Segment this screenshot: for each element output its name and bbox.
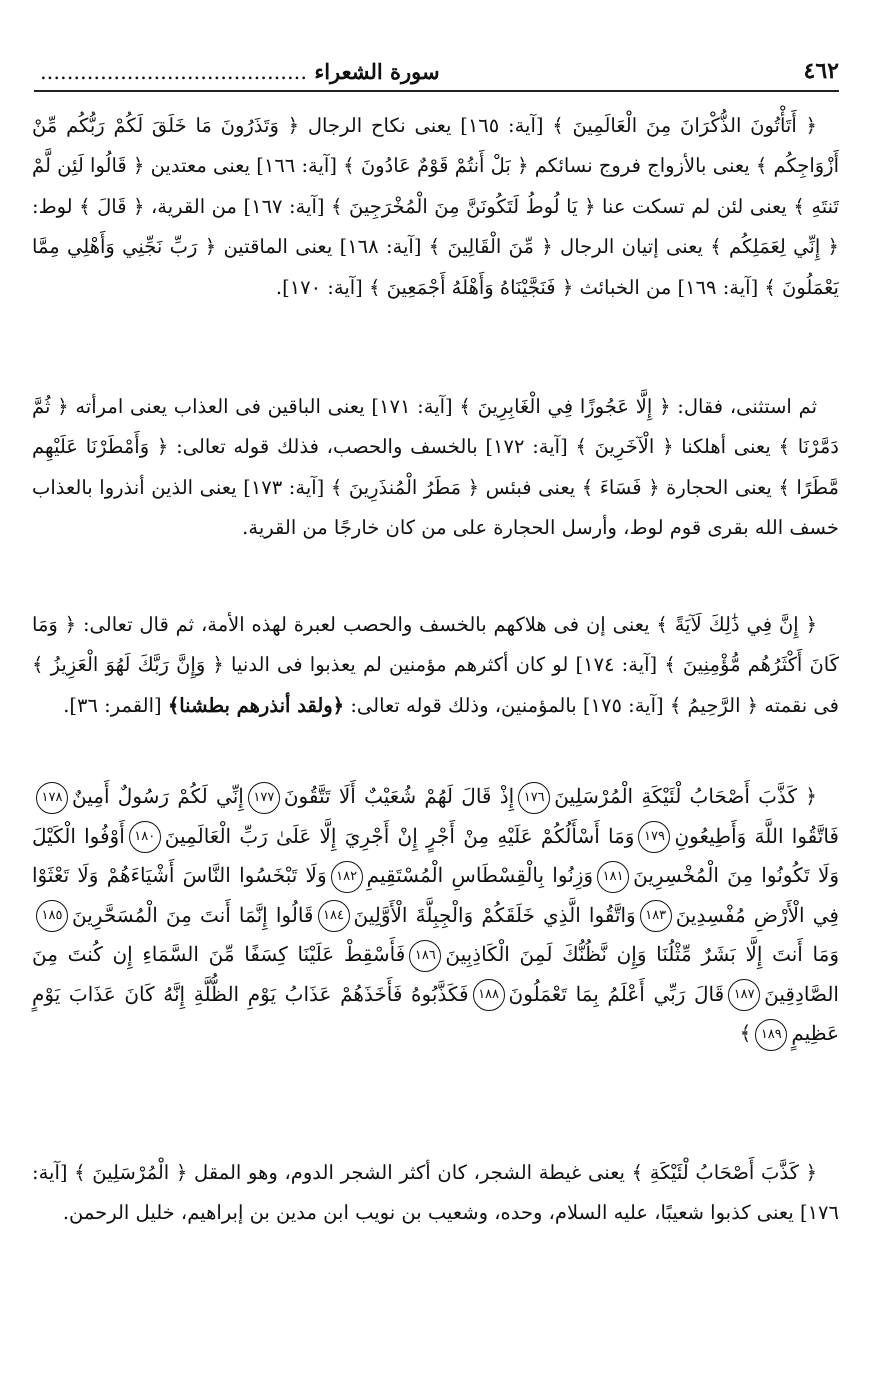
- verse-number-marker: ١٨١: [597, 861, 629, 893]
- verse-text: فَكَذَّبُوهُ فَأَخَذَهُمْ عَذَابُ يَوْمِ الظُّلَّةِ إِنَّهُ كَانَ عَذَابَ يَوْمٍ عَظِيمٍ: [32, 981, 839, 1045]
- verse-number-marker: ١٨٩: [755, 1019, 787, 1051]
- verse-text: فَاتَّقُوا اللَّهَ وَأَطِيعُونِ: [674, 823, 839, 848]
- verse-number-marker: ١٧٧: [248, 782, 280, 814]
- verse-text: إِذْ قَالَ لَهُمْ شُعَيْبٌ أَلَا تَتَّقُونَ: [283, 784, 515, 808]
- verse-number-marker: ١٨٠: [129, 821, 161, 853]
- commentary-paragraph: ثم استثنى، فقال: ﴿ إِلَّا عَجُوزًا فِي الْغَابِرِينَ ﴾ [آية: ١٧١] يعنى الباقين فى العذاب يعنى امرأته ﴿ ثُمَّ دَمَّرْنَا ﴾ يعنى أهلكنا ﴿ الْآخَرِينَ ﴾ [آية: ١٧٢] بالخسف والحصب، فذلك قوله تعالى: ﴿ وَأَمْطَرْنَا عَلَيْهِم مَّطَرًا ﴾ يعنى الحجارة ﴿ فَسَاءَ ﴾ يعنى فبئس ﴿ مَطَرُ الْمُنذَرِينَ ﴾ [آية: ١٧٣] يعنى الذين أنذروا بالعذاب خسف الله بقرى قوم لوط، وأرسل الحجارة على من كان خارجًا من القرية.: [32, 395, 839, 540]
- verse-number-marker: ١٧٦: [518, 782, 550, 814]
- commentary-paragraph: ﴿ كَذَّبَ أَصْحَابُ لْئَيْكَةِ ﴾ يعنى غيطة الشجر، كان أكثر الشجر الدوم، وهو المقل ﴿ الْمُرْسَلِينَ ﴾ [آية: ١٧٦] يعنى كذبوا شعيبًا، عليه السلام، وحده، وشعيب بن نويب ابن مدين بن إبراهيم، خليل الرحمن.: [32, 1161, 839, 1225]
- verse-text: إِنِّي لَكُمْ رَسُولٌ أَمِينٌ: [72, 784, 244, 808]
- verse-text: وَمَا أَنتَ إِلَّا بَشَرٌ مِّثْلُنَا وَإِن نَّظُنُّكَ لَمِنَ الْكَاذِبِينَ: [445, 942, 839, 966]
- quoted-verse-bold: ﴿ولقد أنذرهم بطشنا﴾: [167, 693, 345, 717]
- commentary-paragraph: [32, 605, 839, 755]
- closing-bracket: ﴾: [739, 1021, 752, 1045]
- verse-number-marker: ١٨٨: [473, 979, 505, 1011]
- quran-verses-block: [32, 777, 839, 1133]
- paragraph-text: ﴿ إِنَّ فِي ذَٰلِكَ لَآيَةً ﴾ يعنى إن فى هلاكهم بالخسف والحصب لعبرة لهذه الأمة، ثم قال تعالى: ﴿ وَمَا كَانَ أَكْثَرُهُم مُّؤْمِنِينَ ﴾ [آية: ١٧٤] لو كان أكثرهم مؤمنين لم يعذبوا فى الدنيا ﴿ وَإِنَّ رَبَّكَ لَهُوَ الْعَزِيزُ ﴾ فى نقمته ﴿ الرَّحِيمُ ﴾ [آية: ١٧٥] بالمؤمنين، وذلك قوله تعالى:: [32, 613, 840, 717]
- leader-dots: ........................................: [40, 60, 308, 84]
- verse-number-marker: ١٨٢: [331, 861, 363, 893]
- verse-reference: [القمر: ٣٦].: [63, 693, 162, 717]
- verse-text: أَوْفُوا الْكَيْلَ وَلَا تَكُونُوا مِنَ الْمُخْسِرِينَ: [32, 823, 840, 887]
- verse-text: قَالُوا إِنَّمَا أَنتَ مِنَ الْمُسَحَّرِينَ: [72, 902, 314, 927]
- verse-number-marker: ١٨٣: [640, 900, 672, 932]
- verse-number-marker: ١٧٨: [36, 782, 68, 814]
- verse-number-marker: ١٧٩: [638, 821, 670, 853]
- verse-text: قَالَ رَبِّي أَعْلَمُ بِمَا تَعْمَلُونَ: [508, 981, 725, 1006]
- verse-number-marker: ١٨٦: [409, 940, 441, 972]
- page-number: ٤٦٢: [803, 58, 839, 84]
- verse-text: وَاتَّقُوا الَّذِي خَلَقَكُمْ وَالْجِبِلَّةَ الْأَوَّلِينَ: [353, 902, 636, 927]
- verse-text: وَلَا تَبْخَسُوا النَّاسَ أَشْيَاءَهُمْ وَلَا تَعْثَوْا فِي الْأَرْضِ مُفْسِدِينَ: [32, 863, 839, 927]
- page-body: [32, 106, 839, 1234]
- surah-name: سورة الشعراء: [314, 59, 440, 84]
- verse-text: ﴿ كَذَّبَ أَصْحَابُ لْئَيْكَةِ الْمُرْسَلِينَ: [554, 784, 818, 808]
- commentary-paragraph: ﴿ أَتَأْتُونَ الذُّكْرَانَ مِنَ الْعَالَمِينَ ﴾ [آية: ١٦٥] يعنى نكاح الرجال ﴿ وَتَذَرُونَ مَا خَلَقَ لَكُمْ رَبُّكُم مِّنْ أَزْوَاجِكُم ﴾ يعنى بالأزواج فروج نسائكم ﴿ بَلْ أَنتُمْ قَوْمٌ عَادُونَ ﴾ [آية: ١٦٦] يعنى معتدين ﴿ قَالُوا لَئِن لَّمْ تَنتَهِ ﴾ يعنى لئن لم تسكت عنا ﴿ يَا لُوطُ لَتَكُونَنَّ مِنَ الْمُخْرَجِينَ ﴾ [آية: ١٦٧] من القرية، ﴿ قَالَ ﴾ لوط: ﴿ إِنِّي لِعَمَلِكُم ﴾ يعنى إتيان الرجال ﴿ مِّنَ الْقَالِينَ ﴾ [آية: ١٦٨] يعنى الماقتين ﴿ رَبِّ نَجِّنِي وَأَهْلِي مِمَّا يَعْمَلُونَ ﴾ [آية: ١٦٩] من الخبائث ﴿ فَنَجَّيْنَاهُ وَأَهْلَهُ أَجْمَعِينَ ﴾ [آية: ١٧٠].: [32, 114, 839, 299]
- verse-text: فَأَسْقِطْ عَلَيْنَا كِسَفًا مِّنَ السَّمَاءِ إِن كُنتَ مِنَ الصَّادِقِينَ: [32, 942, 839, 1006]
- verse-text: وَمَا أَسْأَلُكُمْ عَلَيْهِ مِنْ أَجْرٍ إِنْ أَجْرِيَ إِلَّا عَلَىٰ رَبِّ الْعَالَمِينَ: [164, 823, 635, 848]
- verse-number-marker: ١٨٥: [36, 900, 68, 932]
- page-header: [34, 52, 839, 92]
- verse-number-marker: ١٨٧: [728, 979, 760, 1011]
- verse-text: وَزِنُوا بِالْقِسْطَاسِ الْمُسْتَقِيمِ: [366, 863, 594, 887]
- running-title: [34, 59, 440, 84]
- verse-number-marker: ١٨٤: [318, 900, 350, 932]
